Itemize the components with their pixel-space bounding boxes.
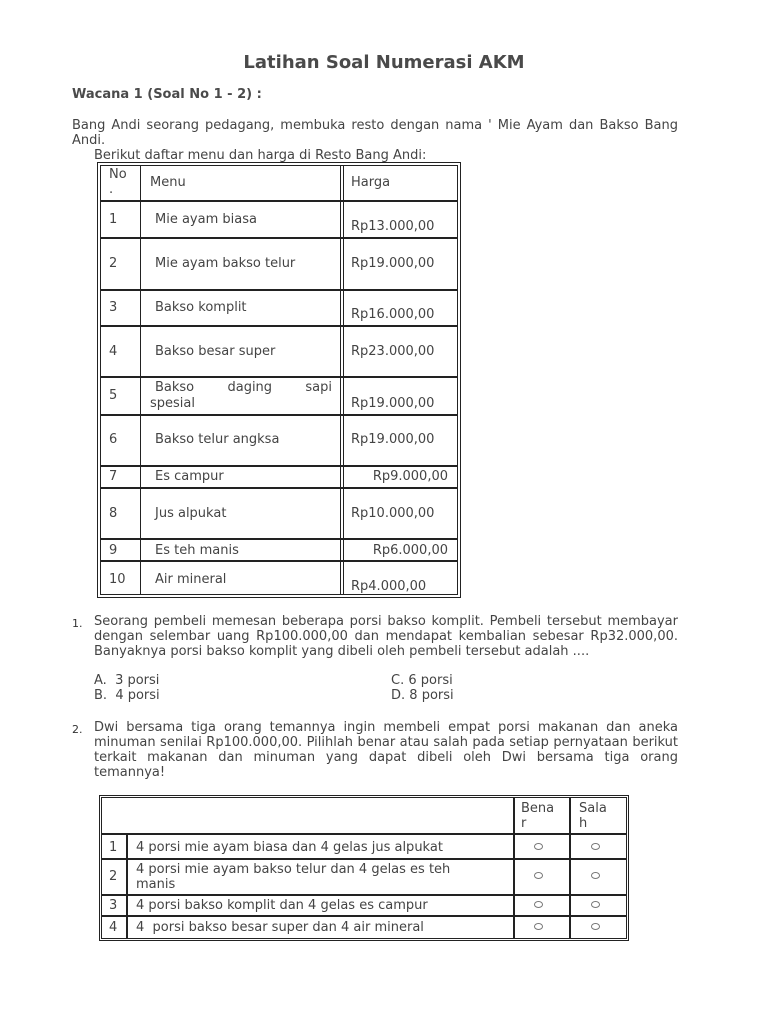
bs-row-3-benar-radio[interactable] — [534, 901, 543, 908]
menu-row-7-harga: Rp9.000,00 — [372, 469, 448, 484]
header-menu: Menu — [150, 175, 186, 190]
header-salah-cont: h — [579, 816, 588, 831]
menu-row-1-menu: Mie ayam biasa — [155, 212, 257, 227]
bs-row-1-benar-radio[interactable] — [534, 843, 543, 850]
menu-row-5-harga: Rp19.000,00 — [351, 396, 435, 411]
option-letter: C. — [391, 673, 405, 688]
bs-row-2-statement-cont: manis — [136, 877, 176, 892]
menu-row-3-harga: Rp16.000,00 — [351, 307, 435, 322]
menu-row-5-no: 5 — [109, 388, 118, 403]
bs-row-1-no: 1 — [109, 840, 118, 855]
menu-table — [97, 162, 461, 598]
header-salah: Sala — [579, 801, 607, 816]
option-letter: B. — [94, 688, 108, 703]
question-1-option-c — [391, 673, 453, 688]
question-2-number: 2. — [72, 723, 83, 736]
header-no: No — [109, 167, 127, 182]
intro-paragraph: Bang Andi seorang pedagang, membuka resto dengan nama ' Mie Ayam dan Bakso Bang Andi. — [72, 118, 678, 148]
bs-row-2-benar-radio[interactable] — [534, 872, 543, 879]
menu-row-1-harga: Rp13.000,00 — [351, 219, 435, 234]
menu-row-9-no: 9 — [109, 543, 118, 558]
question-1-option-a — [94, 673, 159, 688]
question-1-text: Seorang pembeli memesan beberapa porsi bakso komplit. Pembeli tersebut membayar dengan selembar uang Rp100.000,00 dan mendapat kembalian sebesar Rp32.000,00. Banyaknya porsi bakso komplit yang dibeli oleh pembeli tersebut adalah .... — [94, 614, 678, 659]
bs-row-2-no: 2 — [109, 869, 118, 884]
menu-row-4-menu: Bakso besar super — [155, 344, 276, 359]
option-text: 4 porsi — [115, 688, 160, 703]
menu-row-2-menu: Mie ayam bakso telur — [155, 256, 296, 271]
menu-row-1-no: 1 — [109, 212, 118, 227]
page-title: Latihan Soal Numerasi AKM — [243, 52, 525, 73]
option-text: 3 porsi — [115, 673, 160, 688]
bs-row-3-no: 3 — [109, 898, 118, 913]
question-1-option-b — [94, 688, 160, 703]
menu-row-9-menu: Es teh manis — [155, 543, 239, 558]
menu-row-5-menu-cont: spesial — [150, 396, 195, 411]
menu-row-7-no: 7 — [109, 469, 118, 484]
bs-row-3-statement: 4 porsi bakso komplit dan 4 gelas es campur — [136, 898, 428, 913]
menu-row-3-menu: Bakso komplit — [155, 300, 247, 315]
menu-row-5-menu: Bakso daging sapi — [155, 380, 332, 395]
option-text: 6 porsi — [408, 673, 453, 688]
menu-row-6-no: 6 — [109, 432, 118, 447]
intro-line: Berikut daftar menu dan harga di Resto Bang Andi: — [94, 148, 427, 163]
header-benar-cont: r — [521, 816, 527, 831]
menu-row-8-no: 8 — [109, 506, 118, 521]
menu-row-8-menu: Jus alpukat — [155, 506, 227, 521]
bs-row-1-statement: 4 porsi mie ayam biasa dan 4 gelas jus alpukat — [136, 840, 443, 855]
header-no-dot: . — [109, 182, 114, 197]
bs-row-2-salah-radio[interactable] — [591, 872, 600, 879]
bs-row-2-statement: 4 porsi mie ayam bakso telur dan 4 gelas es teh — [136, 862, 451, 877]
menu-row-10-no: 10 — [109, 572, 126, 587]
question-1-number: 1. — [72, 617, 83, 630]
header-harga: Harga — [351, 175, 391, 190]
menu-row-2-harga: Rp19.000,00 — [351, 256, 435, 271]
bs-row-4-no: 4 — [109, 920, 118, 935]
menu-row-6-menu: Bakso telur angksa — [155, 432, 280, 447]
menu-row-4-no: 4 — [109, 344, 118, 359]
menu-row-8-harga: Rp10.000,00 — [351, 506, 435, 521]
menu-row-9-harga: Rp6.000,00 — [372, 543, 448, 558]
option-text: 8 porsi — [409, 688, 454, 703]
bs-row-4-statement: 4 porsi bakso besar super dan 4 air mineral — [136, 920, 424, 935]
menu-row-3-no: 3 — [109, 300, 118, 315]
option-letter: D. — [391, 688, 406, 703]
wacana-heading: Wacana 1 (Soal No 1 - 2) : — [72, 87, 262, 102]
true-false-table — [99, 795, 629, 941]
menu-row-10-menu: Air mineral — [155, 572, 227, 587]
menu-row-7-menu: Es campur — [155, 469, 224, 484]
bs-row-4-salah-radio[interactable] — [591, 923, 600, 930]
menu-row-2-no: 2 — [109, 256, 118, 271]
menu-row-4-harga: Rp23.000,00 — [351, 344, 435, 359]
bs-row-4-benar-radio[interactable] — [534, 923, 543, 930]
menu-row-10-harga: Rp4.000,00 — [351, 579, 427, 594]
menu-row-6-harga: Rp19.000,00 — [351, 432, 435, 447]
bs-row-1-salah-radio[interactable] — [591, 843, 600, 850]
bs-row-3-salah-radio[interactable] — [591, 901, 600, 908]
question-2-text: Dwi bersama tiga orang temannya ingin membeli empat porsi makanan dan aneka minuman senilai Rp100.000,00. Pilihlah benar atau salah pada setiap pernyataan berikut terkait makanan dan minuman yang dapat dibeli oleh Dwi bersama tiga orang temannya! — [94, 720, 678, 780]
header-benar: Bena — [521, 801, 555, 816]
option-letter: A. — [94, 673, 107, 688]
question-1-option-d — [391, 688, 454, 703]
